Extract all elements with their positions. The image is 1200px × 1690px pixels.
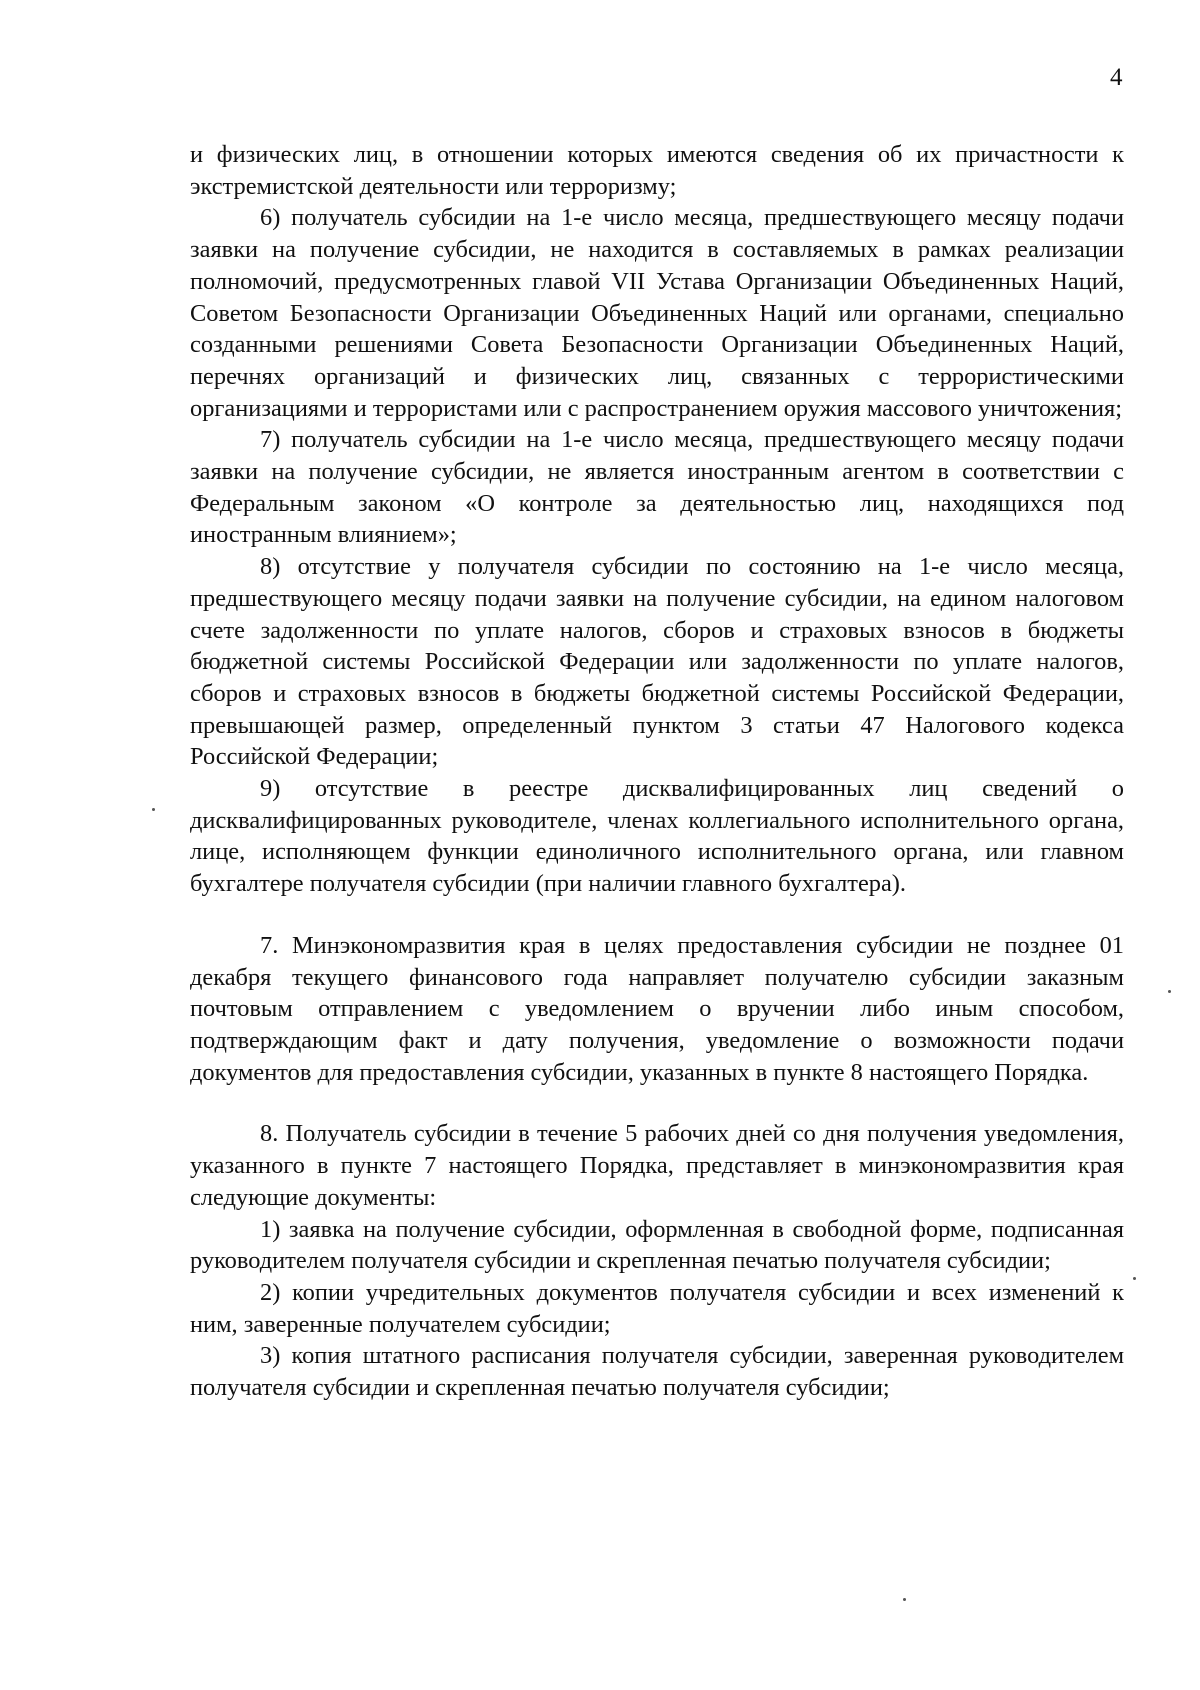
scan-speck xyxy=(903,1598,906,1601)
paragraph-item-7: 7) получатель субсидии на 1-е число месяца, предшествующего месяцу подачи заявки на получение субсидии, не является иностранным агентом в соответствии с Федеральным законом «О контроле за деятельностью лиц, находящихся под иностранным влиянием»; xyxy=(190,426,1124,549)
scan-speck xyxy=(1133,1277,1136,1280)
paragraph-doc-item-2: 2) копии учредительных документов получателя субсидии и всех изменений к ним, заверенные получателем субсидии; xyxy=(190,1278,1124,1338)
document-body xyxy=(190,139,1124,1404)
paragraph-section-7: 7. Минэкономразвития края в целях предоставления субсидии не позднее 01 декабря текущего финансового года направляет получателю субсидии заказным почтовым отправлением с уведомлением о вручении либо иным способом, подтверждающим факт и дату получения, уведомление о возможности подачи документов для предоставления субсидии, указанных в пункте 8 настоящего Порядка. xyxy=(190,931,1124,1086)
paragraph-section-8: 8. Получатель субсидии в течение 5 рабочих дней со дня получения уведомления, указанного в пункте 7 настоящего Порядка, представляет в минэкономразвития края следующие документы: xyxy=(190,1120,1124,1211)
scan-speck xyxy=(1168,990,1171,993)
scan-speck xyxy=(152,808,155,811)
paragraph-doc-item-3: 3) копия штатного расписания получателя субсидии, заверенная руководителем получателя субсидии и скрепленная печатью получателя субсидии; xyxy=(190,1342,1124,1402)
paragraph-item-8: 8) отсутствие у получателя субсидии по состоянию на 1-е число месяца, предшествующего месяцу подачи заявки на получение субсидии, на едином налоговом счете задолженности по уплате налогов, сборов и страховых взносов в бюджеты бюджетной системы Российской Федерации или задолженности по уплате налогов, сборов и страховых взносов в бюджеты бюджетной системы Российской Федерации, превышающей размер, определенный пунктом 3 статьи 47 Налогового кодекса Российской Федерации; xyxy=(190,553,1124,771)
page-number: 4 xyxy=(1110,64,1123,91)
paragraph-continuation: и физических лиц, в отношении которых имеются сведения об их причастности к экстремистской деятельности или терроризму; xyxy=(190,141,1124,200)
paragraph-item-9: 9) отсутствие в реестре дисквалифицированных лиц сведений о дисквалифицированных руководителе, членах коллегиального исполнительного органа, лице, исполняющем функции единоличного исполнительного органа, или главном бухгалтере получателя субсидии (при наличии главного бухгалтера). xyxy=(190,775,1124,898)
paragraph-doc-item-1: 1) заявка на получение субсидии, оформленная в свободной форме, подписанная руководителем получателя субсидии и скрепленная печатью получателя субсидии; xyxy=(190,1215,1124,1275)
paragraph-item-6: 6) получатель субсидии на 1-е число месяца, предшествующего месяцу подачи заявки на получение субсидии, не находится в составляемых в рамках реализации полномочий, предусмотренных главой VII Устава Организации Объединенных Наций, Советом Безопасности Организации Объединенных Наций или органами, специально созданными решениями Совета Безопасности Организации Объединенных Наций, перечнях организаций и физических лиц, связанных с террористическими организациями и террористами или с распространением оружия массового уничтожения; xyxy=(190,204,1124,422)
